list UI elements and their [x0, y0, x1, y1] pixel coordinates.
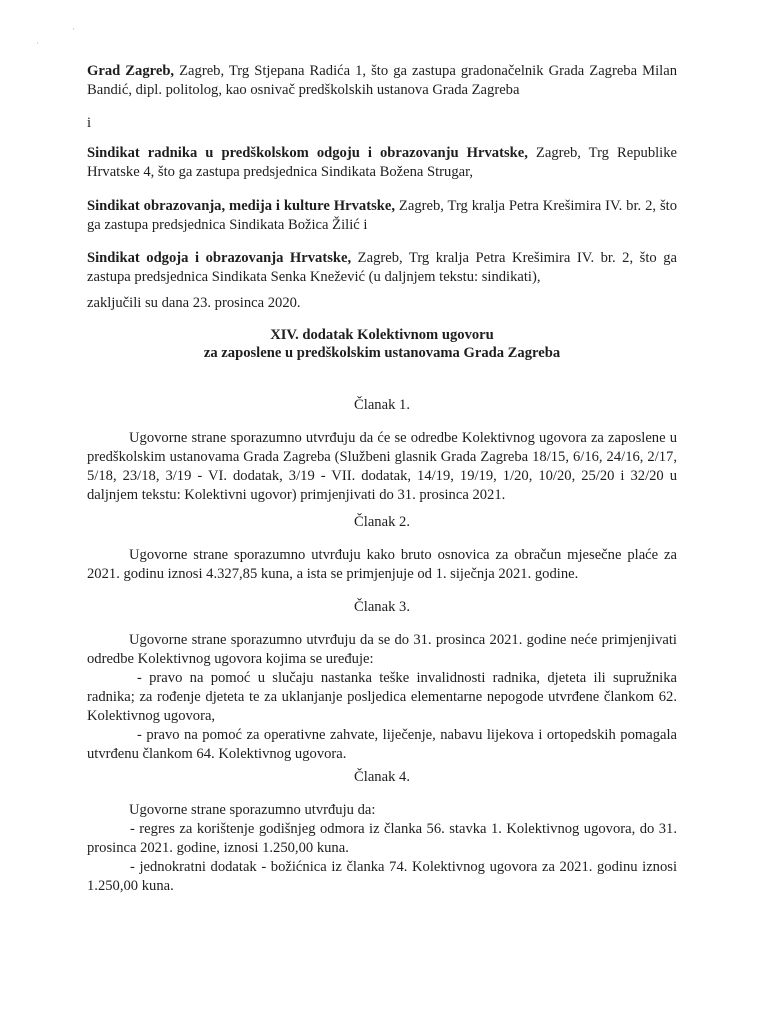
article-2-body: Ugovorne strane sporazumno utvrđuju kako bruto osnovica za obračun mjesečne plaće za 2021. godinu iznosi 4.327,85 kuna, a ista se primjenjuje od 1. siječnja 2021. godine.: [87, 547, 677, 582]
scan-speck: ·: [36, 38, 39, 48]
party-details: Zagreb, Trg Stjepana Radića 1, što ga zastupa gradonačelnik Grada Zagreba Milan Bandić, dipl. politolog, kao osnivač predškolskih ustanova Grada Zagreba: [87, 63, 677, 98]
party-union-upbringing-education: [87, 249, 677, 287]
article-2-heading: Članak 2.: [354, 514, 410, 530]
article-3-body: Ugovorne strane sporazumno utvrđuju da se do 31. prosinca 2021. godine neće primjenjivati odredbe Kolektivnog ugovora kojima se uređuje:: [87, 632, 677, 667]
document-title-line-1: XIV. dodatak Kolektivnom ugovoru: [270, 327, 494, 343]
article-4-body: Ugovorne strane sporazumno utvrđuju da:: [129, 802, 376, 818]
party-union-education-media-culture: [87, 197, 677, 235]
conjunction: i: [87, 115, 92, 131]
article-3-item: [87, 726, 677, 764]
party-name: Sindikat obrazovanja, medija i kulture Hrvatske,: [87, 198, 395, 214]
scan-speck: ·: [72, 24, 75, 34]
party-name: Sindikat odgoja i obrazovanja Hrvatske,: [87, 250, 352, 266]
party-union-preschool: [87, 144, 677, 182]
party-name: Grad Zagreb,: [87, 63, 175, 79]
document-title-line-2: za zaposlene u predškolskim ustanovama Grada Zagreba: [203, 345, 561, 361]
article-4-item: [87, 858, 677, 896]
article-3-item-text: - pravo na pomoć za operativne zahvate, liječenje, nabavu lijekova i ortopedskih pomagala utvrđenu člankom 64. Kolektivnog ugovora.: [87, 727, 677, 762]
article-1-body: Ugovorne strane sporazumno utvrđuju da će se odredbe Kolektivnog ugovora za zaposlene u predškolskim ustanovama Grada Zagreba (Službeni glasnik Grada Zagreba 18/15, 6/16, 24/16, 2/17, 5/18, 23/18, 3/19 - VI. dodatak, 3/19 - VII. dodatak, 14/19, 19/19, 1/20, 10/20, 25/20 i 32/20 u daljnjem tekstu: Kolektivni ugovor) primjenjivati do 31. prosinca 2021.: [87, 430, 677, 503]
party-details: Zagreb, Trg kralja Petra Krešimira IV. br. 2, što ga zastupa predsjednica Sindikata Božica Žilić i: [87, 198, 677, 233]
article-4-item-text: - regres za korištenje godišnjeg odmora iz članka 56. stavka 1. Kolektivnog ugovora, do 31. prosinca 2021. godine, iznosi 1.250,00 kuna.: [87, 821, 677, 856]
article-3-item: [87, 669, 677, 726]
concluded-date: zaključili su dana 23. prosinca 2020.: [87, 295, 301, 311]
article-4-item: [87, 820, 677, 858]
party-details: Zagreb, Trg kralja Petra Krešimira IV. br. 2, što ga zastupa predsjednica Sindikata Senka Knežević (u daljnjem tekstu: sindikati),: [87, 250, 677, 285]
party-details: Zagreb, Trg Republike Hrvatske 4, što ga zastupa predsjednica Sindikata Božena Strugar,: [87, 145, 678, 180]
party-name: Sindikat radnika u predškolskom odgoju i obrazovanju Hrvatske,: [87, 145, 528, 161]
article-1-heading: Članak 1.: [354, 397, 410, 413]
article-4-item-text: - jednokratni dodatak - božićnica iz članka 74. Kolektivnog ugovora za 2021. godinu iznosi 1.250,00 kuna.: [87, 859, 677, 894]
article-3-item-text: - pravo na pomoć u slučaju nastanka teške invalidnosti radnika, djeteta ili supružnika radnika; za rođenje djeteta te za uklanjanje posljedica elementarne nepogode utvrđene člankom 62. Kolektivnog ugovora,: [87, 670, 677, 724]
article-4-heading: Članak 4.: [354, 769, 410, 785]
party-city-of-zagreb: [87, 62, 677, 100]
article-3-heading: Članak 3.: [354, 599, 410, 615]
